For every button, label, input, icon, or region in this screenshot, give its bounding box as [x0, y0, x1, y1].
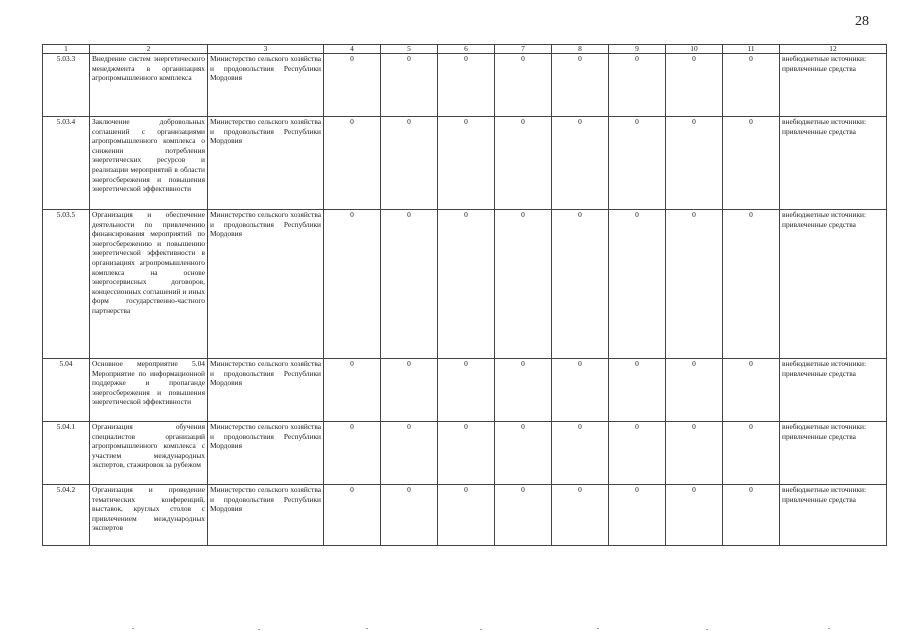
value-cell: 0 — [723, 359, 780, 422]
value-cell: 0 — [438, 117, 495, 210]
activity-code: 5.04 — [43, 359, 90, 422]
activity-name: Организация и проведение тематических конференций, выставок, круглых столов с привлечением международных экспертов — [90, 485, 208, 546]
value-cell: 0 — [495, 422, 552, 485]
value-cell: 0 — [381, 210, 438, 359]
value-cell: 0 — [438, 359, 495, 422]
funding-source: внебюджетные источники: привлеченные средства — [780, 54, 887, 117]
value-cell: 0 — [666, 485, 723, 546]
value-cell: 0 — [723, 117, 780, 210]
activity-name: Организация и обеспечение деятельности по привлечению финансирования мероприятий по энергосбережению и повышению энергетической эффективности в организациях агропромышленного комплекса на основе энергосервисных договоров, концессионных соглашений и иных форм государственно-частного партнерства — [90, 210, 208, 359]
value-cell: 0 — [552, 422, 609, 485]
column-header: 7 — [495, 45, 552, 54]
value-cell: 0 — [552, 54, 609, 117]
executor: Министерство сельского хозяйства и продовольствия Республики Мордовия — [208, 210, 324, 359]
value-cell: 0 — [609, 485, 666, 546]
value-cell: 0 — [609, 210, 666, 359]
funding-source: внебюджетные источники: привлеченные средства — [780, 117, 887, 210]
column-header: 11 — [723, 45, 780, 54]
value-cell: 0 — [381, 54, 438, 117]
value-cell: 0 — [495, 117, 552, 210]
value-cell: 0 — [666, 54, 723, 117]
table-row — [43, 485, 887, 546]
scan-speck — [597, 628, 599, 629]
column-header: 4 — [324, 45, 381, 54]
value-cell: 0 — [552, 359, 609, 422]
scan-speck — [258, 629, 260, 630]
value-cell: 0 — [438, 54, 495, 117]
column-header: 9 — [609, 45, 666, 54]
value-cell: 0 — [324, 54, 381, 117]
table-row — [43, 117, 887, 210]
activity-code: 5.03.5 — [43, 210, 90, 359]
funding-source: внебюджетные источники: привлеченные средства — [780, 359, 887, 422]
value-cell: 0 — [324, 117, 381, 210]
executor: Министерство сельского хозяйства и продовольствия Республики Мордовия — [208, 422, 324, 485]
activity-code: 5.03.4 — [43, 117, 90, 210]
program-activities-table — [42, 44, 887, 546]
value-cell: 0 — [723, 485, 780, 546]
value-cell: 0 — [552, 117, 609, 210]
activity-name: Основное мероприятие 5.04 Мероприятие по информационной поддержке и пропаганде энергосбережения и повышения энергетической эффективности — [90, 359, 208, 422]
value-cell: 0 — [723, 422, 780, 485]
table-row — [43, 54, 887, 117]
column-header: 10 — [666, 45, 723, 54]
value-cell: 0 — [495, 359, 552, 422]
activity-code: 5.04.2 — [43, 485, 90, 546]
page-number: 28 — [855, 14, 869, 29]
activity-name: Внедрение систем энергетического менеджмента в организациях агропромышленного комплекса — [90, 54, 208, 117]
value-cell: 0 — [495, 54, 552, 117]
value-cell: 0 — [666, 210, 723, 359]
scan-speck — [480, 629, 482, 630]
value-cell: 0 — [666, 422, 723, 485]
value-cell: 0 — [609, 422, 666, 485]
value-cell: 0 — [438, 422, 495, 485]
value-cell: 0 — [609, 54, 666, 117]
column-header: 3 — [208, 45, 324, 54]
scan-speck — [706, 629, 708, 630]
scan-speck — [828, 628, 830, 629]
column-header: 1 — [43, 45, 90, 54]
value-cell: 0 — [609, 359, 666, 422]
value-cell: 0 — [324, 359, 381, 422]
table-row — [43, 422, 887, 485]
value-cell: 0 — [609, 117, 666, 210]
value-cell: 0 — [666, 117, 723, 210]
activity-code: 5.03.3 — [43, 54, 90, 117]
funding-source: внебюджетные источники: привлеченные средства — [780, 485, 887, 546]
scan-speck — [132, 628, 134, 629]
table-row — [43, 210, 887, 359]
column-header: 8 — [552, 45, 609, 54]
activity-name: Заключение добровольных соглашений с организациями агропромышленного комплекса о снижении потребления энергетических ресурсов и реализации мероприятий в области энергосбережения и повышения энергетической эффективности — [90, 117, 208, 210]
value-cell: 0 — [381, 117, 438, 210]
value-cell: 0 — [552, 210, 609, 359]
value-cell: 0 — [723, 54, 780, 117]
executor: Министерство сельского хозяйства и продовольствия Республики Мордовия — [208, 117, 324, 210]
value-cell: 0 — [438, 485, 495, 546]
value-cell: 0 — [381, 359, 438, 422]
funding-source: внебюджетные источники: привлеченные средства — [780, 210, 887, 359]
value-cell: 0 — [324, 210, 381, 359]
value-cell: 0 — [495, 210, 552, 359]
activity-code: 5.04.1 — [43, 422, 90, 485]
value-cell: 0 — [381, 422, 438, 485]
funding-source: внебюджетные источники: привлеченные средства — [780, 422, 887, 485]
executor: Министерство сельского хозяйства и продовольствия Республики Мордовия — [208, 359, 324, 422]
column-number-header-row — [43, 45, 887, 54]
value-cell: 0 — [324, 422, 381, 485]
executor: Министерство сельского хозяйства и продовольствия Республики Мордовия — [208, 54, 324, 117]
value-cell: 0 — [381, 485, 438, 546]
column-header: 5 — [381, 45, 438, 54]
value-cell: 0 — [438, 210, 495, 359]
value-cell: 0 — [723, 210, 780, 359]
column-header: 12 — [780, 45, 887, 54]
value-cell: 0 — [666, 359, 723, 422]
activity-name: Организация обучения специалистов организаций агропромышленного комплекса с участием международных экспертов, стажировок за рубежом — [90, 422, 208, 485]
column-header: 6 — [438, 45, 495, 54]
value-cell: 0 — [495, 485, 552, 546]
table-row — [43, 359, 887, 422]
scan-speck — [366, 628, 368, 629]
value-cell: 0 — [552, 485, 609, 546]
executor: Министерство сельского хозяйства и продовольствия Республики Мордовия — [208, 485, 324, 546]
value-cell: 0 — [324, 485, 381, 546]
column-header: 2 — [90, 45, 208, 54]
